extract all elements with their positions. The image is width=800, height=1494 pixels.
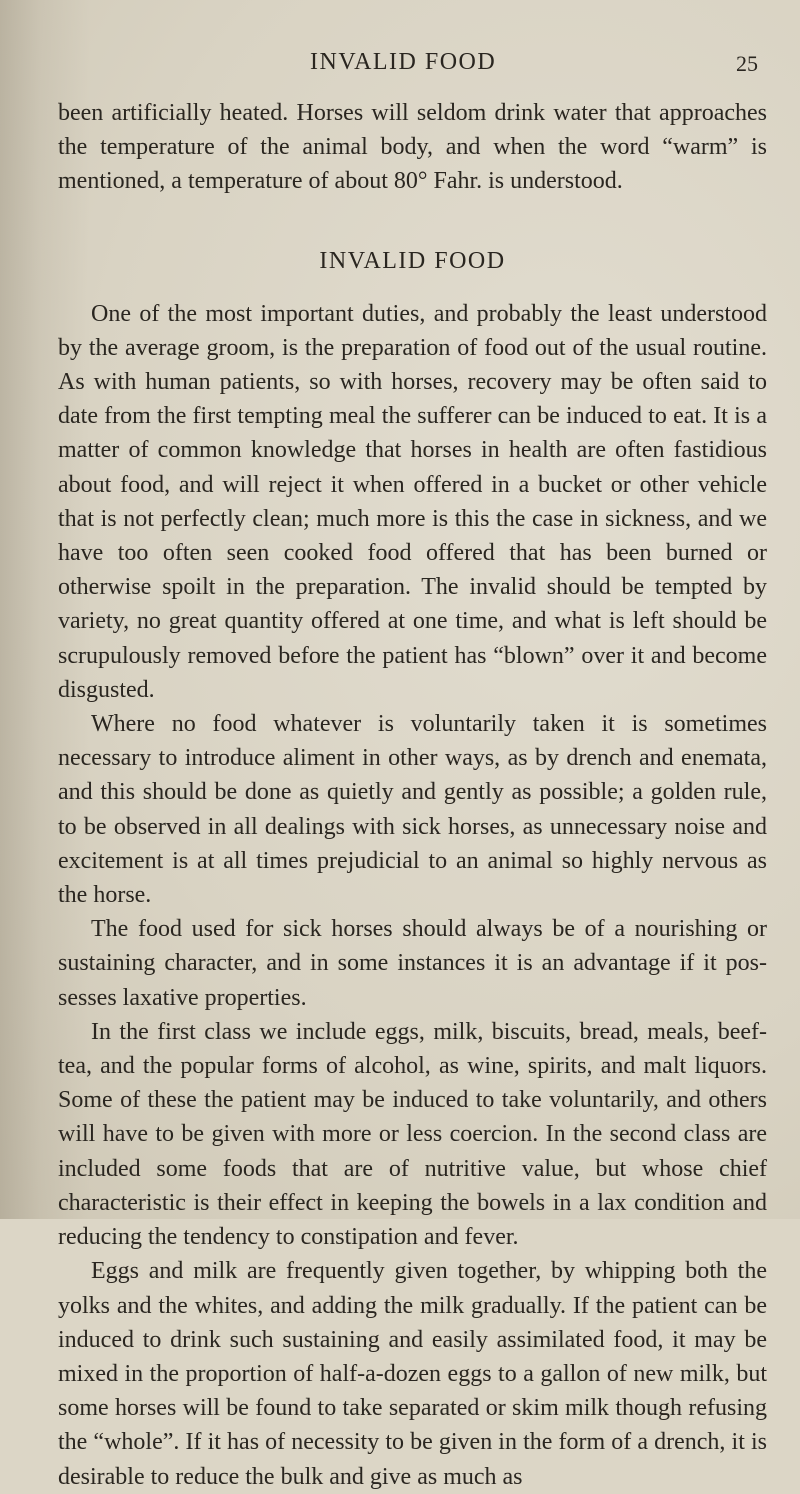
body-text — [58, 96, 767, 1494]
running-title: INVALID FOOD — [310, 49, 497, 75]
page-number: 25 — [736, 51, 758, 76]
page-header — [0, 49, 800, 83]
continued-paragraph: been artificially heated. Horses will seldom drink water that approaches the temperature of the animal body, and when the word “warm” is mentioned, a temperature of about 80° Fahr. is understood. — [58, 100, 767, 195]
paragraph: Eggs and milk are frequently given together, by whipping both the yolks and the whites, and adding the milk gradually. If the patient can be induced to drink such sustaining and easily assimilated food, it may be mixed in the proportion of half-a-dozen eggs to a gallon of new milk, but some horses will be found to take separated or skim milk though refusing the “whole”. If it has of necessity to be given in the form of a drench, it is desirable to reduce the bulk and give as much as — [58, 1258, 767, 1490]
paragraph: In the first class we include eggs, milk, biscuits, bread, meals, beef-tea, and the popular forms of alcohol, as wine, spirits, and malt liquors. Some of these the patient may be induced to take voluntarily, and others will have to be given with more or less coercion. In the second class are included some foods that are of nutritive value, but whose chief characteristic is their effect in keeping the bowels in a lax condition and reducing the tendency to constipation and fever. — [58, 1018, 767, 1251]
paragraph: The food used for sick horses should always be of a nourishing or sustaining character, and in some instances it is an advantage if it possesses laxative properties. — [58, 916, 767, 1011]
paragraph: Where no food whatever is voluntarily taken it is sometimes necessary to introduce aliment in other ways, as by drench and enemata, and this should be done as quietly and gently as possible; a golden rule, to be observed in all dealings with sick horses, as unnecessary noise and excitement is at all times prejudicial to an animal so highly nervous as the horse. — [58, 711, 767, 909]
section-heading: INVALID FOOD — [319, 247, 506, 274]
paragraph: One of the most important duties, and probably the least understood by the average groom, is the preparation of food out of the usual routine. As with human patients, so with horses, recovery may be often said to date from the first tempting meal the sufferer can be induced to eat. It is a matter of common knowledge that horses in health are often fastidious about food, and will reject it when offered in a bucket or other vehicle that is not perfectly clean; much more is this the case in sickness, and we have too often seen cooked food offered that has been burned or otherwise spoilt in the preparation. The invalid should be tempted by variety, no great quantity offered at one time, and what is left should be scrupulously removed before the patient has “blown” over it and become disgusted. — [58, 300, 767, 703]
